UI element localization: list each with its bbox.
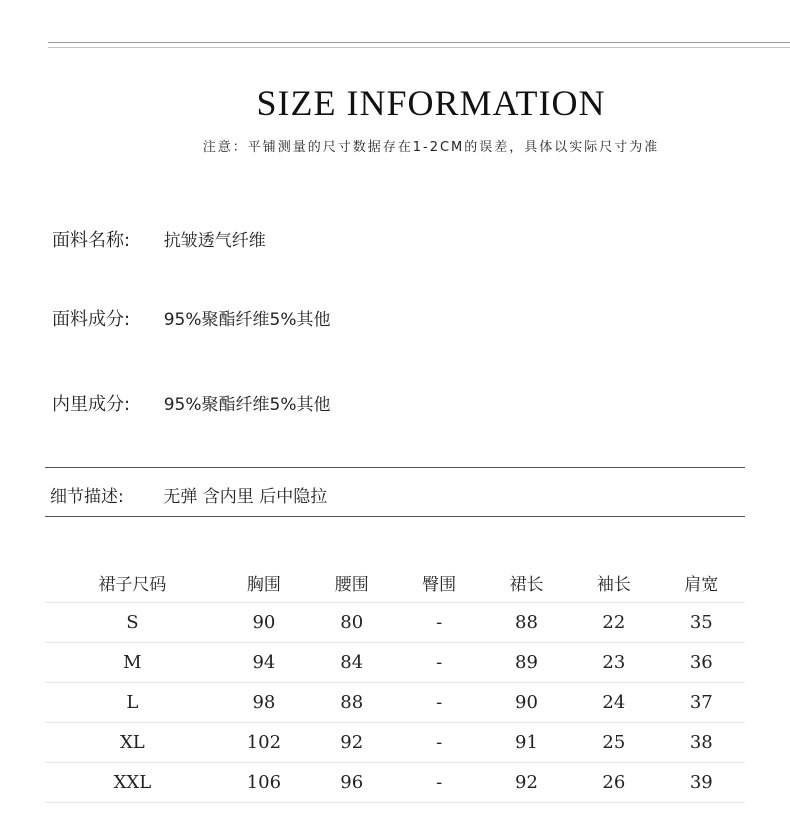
lining-composition-value: 95%聚酯纤维5%其他: [163, 395, 331, 415]
dress-length-cell: 89: [483, 643, 570, 683]
bust-cell: 94: [220, 643, 308, 683]
size-cell: XL: [45, 723, 220, 763]
header-dress-size: 裙子尺码: [45, 563, 220, 603]
shoulder-width-cell: 38: [658, 723, 745, 763]
header-waist: 腰围: [308, 563, 395, 603]
details-value: 无弹 含内里 后中隐拉: [163, 487, 328, 507]
details-row: [50, 482, 327, 507]
table-row: [45, 763, 745, 803]
sleeve-length-cell: 24: [570, 683, 657, 723]
fabric-composition-label: 面料成分:: [52, 309, 131, 330]
hip-cell: -: [395, 723, 482, 763]
waist-cell: 88: [308, 683, 395, 723]
shoulder-width-cell: 39: [658, 763, 745, 803]
dress-length-cell: 88: [483, 603, 570, 643]
size-table-header-row: [45, 563, 745, 603]
size-cell: XXL: [45, 763, 220, 803]
table-row: [45, 603, 745, 643]
sleeve-length-cell: 25: [570, 723, 657, 763]
bust-cell: 106: [220, 763, 308, 803]
size-cell: M: [45, 643, 220, 683]
dress-length-cell: 91: [483, 723, 570, 763]
size-cell: L: [45, 683, 220, 723]
measurement-note: 注意：平铺测量的尺寸数据存在1-2CM的误差，具体以实际尺寸为准: [202, 140, 660, 155]
page-title: SIZE INFORMATION: [256, 83, 606, 123]
dress-length-cell: 90: [483, 683, 570, 723]
sleeve-length-cell: 22: [570, 603, 657, 643]
sleeve-length-cell: 23: [570, 643, 657, 683]
fabric-composition-value: 95%聚酯纤维5%其他: [163, 310, 331, 330]
size-cell: S: [45, 603, 220, 643]
fabric-name-value: 抗皱透气纤维: [163, 231, 266, 251]
fabric-composition-row: [52, 305, 331, 331]
header-bust: 胸围: [220, 563, 308, 603]
header-dress-length: 裙长: [483, 563, 570, 603]
fabric-name-label: 面料名称:: [52, 230, 131, 251]
waist-cell: 80: [308, 603, 395, 643]
hip-cell: -: [395, 683, 482, 723]
details-divider-top: [45, 467, 745, 468]
top-divider: [48, 42, 790, 43]
sleeve-length-cell: 26: [570, 763, 657, 803]
hip-cell: -: [395, 603, 482, 643]
lining-composition-row: [52, 390, 331, 416]
bust-cell: 98: [220, 683, 308, 723]
dress-length-cell: 92: [483, 763, 570, 803]
shoulder-width-cell: 36: [658, 643, 745, 683]
header-shoulder-width: 肩宽: [658, 563, 745, 603]
lining-composition-label: 内里成分:: [52, 394, 131, 415]
bust-cell: 102: [220, 723, 308, 763]
top-divider-secondary: [48, 47, 790, 48]
hip-cell: -: [395, 643, 482, 683]
details-divider-bottom: [45, 516, 745, 517]
details-label: 细节描述:: [50, 487, 124, 507]
fabric-name-row: [52, 226, 266, 252]
waist-cell: 96: [308, 763, 395, 803]
hip-cell: -: [395, 763, 482, 803]
table-row: [45, 643, 745, 683]
shoulder-width-cell: 35: [658, 603, 745, 643]
waist-cell: 92: [308, 723, 395, 763]
waist-cell: 84: [308, 643, 395, 683]
table-row: [45, 723, 745, 763]
header-hip: 臀围: [395, 563, 482, 603]
table-row: [45, 683, 745, 723]
size-chart-table: [45, 563, 745, 803]
header-sleeve-length: 袖长: [570, 563, 657, 603]
shoulder-width-cell: 37: [658, 683, 745, 723]
bust-cell: 90: [220, 603, 308, 643]
